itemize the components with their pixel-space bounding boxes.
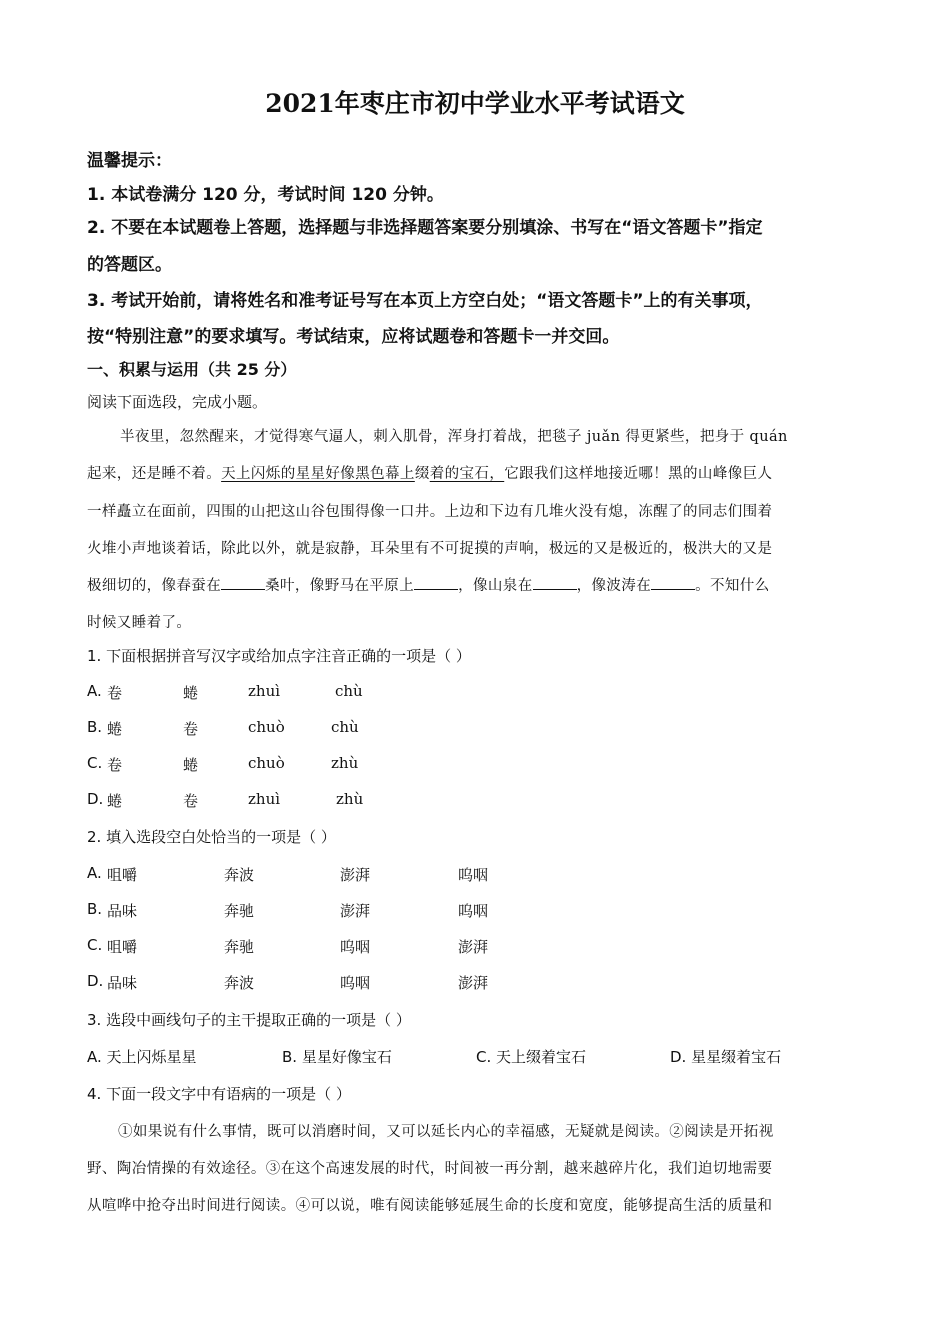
option-item: 蜷 xyxy=(183,756,199,774)
passage-text: ，像山泉在 xyxy=(458,578,533,594)
notice-item-2-line-1: 2. 不要在本试题卷上答题，选择题与非选择题答案要分别填涂、书写在“语文答题卡”指定 xyxy=(87,218,763,238)
option-item: 卷 xyxy=(107,756,123,774)
option-item: chuò xyxy=(248,718,285,736)
notice-item-3-line-2: 按“特别注意”的要求填写。考试结束，应将试题卷和答题卡一并交回。 xyxy=(87,327,620,347)
passage-text: 极细切的，像春蚕在 xyxy=(87,578,222,594)
question-4-stem: 4. 下面一段文字中有语病的一项是（ ） xyxy=(87,1085,351,1103)
option-item: 奔波 xyxy=(224,974,255,992)
question-1-stem: 1. 下面根据拼音写汉字或给加点字注音正确的一项是（ ） xyxy=(87,647,471,665)
option-text: 天上缀着宝石 xyxy=(496,1048,587,1066)
option-label: B. xyxy=(87,718,103,736)
option-label: D. xyxy=(87,790,104,808)
question-3-stem: 3. 选段中画线句子的主干提取正确的一项是（ ） xyxy=(87,1011,411,1029)
option-item: 蜷 xyxy=(183,684,199,702)
passage2-line-1: ①如果说有什么事情，既可以消磨时间，又可以延长内心的幸福感，无疑就是阅读。②阅读是开拓视 xyxy=(118,1124,774,1140)
option-label: B. xyxy=(87,900,103,918)
option-text: 天上闪烁星星 xyxy=(106,1048,197,1066)
passage-text: ，像波涛在 xyxy=(576,578,652,594)
option-item: 咀嚼 xyxy=(107,866,138,884)
notice-heading: 温馨提示： xyxy=(87,151,172,171)
option-label: C. xyxy=(476,1048,492,1066)
option-item: 澎湃 xyxy=(458,974,489,992)
option-item: zhuì xyxy=(248,682,281,700)
question-3-option-d[interactable] xyxy=(670,1046,781,1067)
notice-item-2-line-2: 的答题区。 xyxy=(87,255,172,275)
passage-text: 起来，还是睡不着。 xyxy=(87,466,222,482)
option-item: chù xyxy=(335,682,363,700)
option-label: B. xyxy=(282,1048,298,1066)
question-3-option-c[interactable] xyxy=(476,1046,586,1067)
option-label: C. xyxy=(87,754,103,772)
option-item: 呜咽 xyxy=(458,902,489,920)
option-item: 卷 xyxy=(183,792,199,810)
passage-line-3: 一样矗立在面前，四围的山把这山谷包围得像一口井。上边和下边有几堆火没有熄，冻醒了的同志们围着 xyxy=(87,504,773,520)
passage-line-2 xyxy=(87,462,772,483)
dotted-character: 缀 xyxy=(414,466,430,482)
option-item: 澎湃 xyxy=(340,866,371,884)
option-label: A. xyxy=(87,864,102,882)
option-item: 卷 xyxy=(183,720,199,738)
passage-line-1: 半夜里，忽然醒来，才觉得寒气逼人，刺入肌骨，浑身打着战，把毯子 juǎn 得更紧些，把身于 quán xyxy=(120,429,788,445)
exam-title: 2021年枣庄市初中学业水平考试语文 xyxy=(265,89,685,118)
option-item: 品味 xyxy=(107,902,138,920)
answer-blank xyxy=(651,575,695,590)
option-label: A. xyxy=(87,1048,102,1066)
notice-item-3-line-1: 3. 考试开始前，请将姓名和准考证号写在本页上方空白处；“语文答题卡”上的有关事项， xyxy=(87,291,763,311)
option-item: 呜咽 xyxy=(340,974,371,992)
option-item: 澎湃 xyxy=(458,938,489,956)
option-item: 品味 xyxy=(107,974,138,992)
option-item: 澎湃 xyxy=(340,902,371,920)
passage-line-6: 时候又睡着了。 xyxy=(87,615,192,631)
option-item: chuò xyxy=(248,754,285,772)
passage-text: 它跟我们这样地接近哪！黑的山峰像巨人 xyxy=(504,466,773,482)
option-text: 星星缀着宝石 xyxy=(691,1048,782,1066)
option-item: zhù xyxy=(336,790,364,808)
option-text: 星星好像宝石 xyxy=(301,1048,392,1066)
option-item: 呜咽 xyxy=(340,938,371,956)
option-label: D. xyxy=(670,1048,687,1066)
notice-item-1: 1. 本试卷满分 120 分，考试时间 120 分钟。 xyxy=(87,185,444,205)
passage2-line-3: 从喧哗中抢夺出时间进行阅读。④可以说，唯有阅读能够延展生命的长度和宽度，能够提高生活的质量和 xyxy=(87,1198,773,1214)
answer-blank xyxy=(221,575,265,590)
option-item: 蜷 xyxy=(107,720,123,738)
option-item: 蜷 xyxy=(107,792,123,810)
option-item: 呜咽 xyxy=(458,866,489,884)
section-instruction: 阅读下面选段，完成小题。 xyxy=(87,393,268,411)
option-label: C. xyxy=(87,936,103,954)
answer-blank xyxy=(414,575,458,590)
option-item: 奔驰 xyxy=(224,938,255,956)
option-item: zhuì xyxy=(248,790,281,808)
option-item: zhù xyxy=(331,754,359,772)
question-3-options xyxy=(87,1046,847,1068)
passage-line-4: 火堆小声地谈着话，除此以外，就是寂静，耳朵里有不可捉摸的声响，极远的又是极近的，极洪大的又是 xyxy=(87,541,773,557)
answer-blank xyxy=(533,575,577,590)
question-3-option-a[interactable] xyxy=(87,1046,197,1067)
section-heading: 一、积累与运用（共 25 分） xyxy=(87,360,297,379)
passage-text: 。不知什么 xyxy=(695,578,770,594)
question-3-option-b[interactable] xyxy=(282,1046,392,1067)
question-2-stem: 2. 填入选段空白处恰当的一项是（ ） xyxy=(87,828,336,846)
option-item: 卷 xyxy=(107,684,123,702)
underlined-sentence-part-1: 天上闪烁的星星好像黑色幕上 xyxy=(221,466,415,482)
option-label: A. xyxy=(87,682,102,700)
passage2-line-2: 野、陶冶情操的有效途径。③在这个高速发展的时代，时间被一再分割，越来越碎片化，我们迫切地需要 xyxy=(87,1161,773,1177)
option-label: D. xyxy=(87,972,104,990)
underlined-sentence-part-2: 着的宝石， xyxy=(429,466,505,482)
passage-line-5 xyxy=(87,574,770,595)
passage-text: 桑叶，像野马在平原上 xyxy=(265,578,415,594)
option-item: 奔驰 xyxy=(224,902,255,920)
option-item: 咀嚼 xyxy=(107,938,138,956)
option-item: chù xyxy=(331,718,359,736)
option-item: 奔波 xyxy=(224,866,255,884)
